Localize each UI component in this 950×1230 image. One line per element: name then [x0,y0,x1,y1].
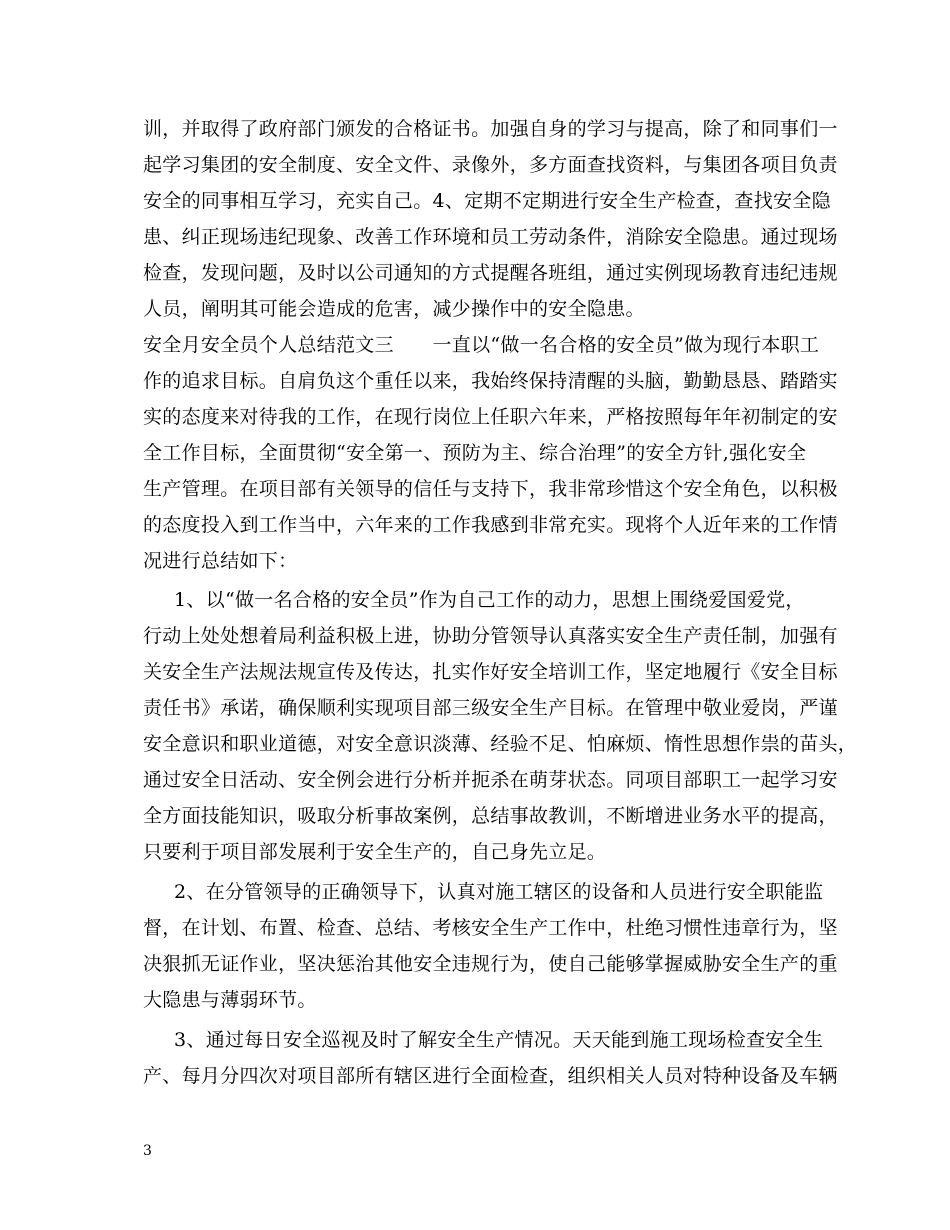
text-line: 督，在计划、布置、检查、总结、考核安全生产工作中，杜绝习惯性违章行为，坚 [143,917,838,939]
text-line: 安全意识和职业道德，对安全意识淡薄、经验不足、怕麻烦、惰性思想作祟的苗头， [143,733,858,755]
paragraph-2-first-line: 2、在分管领导的正确领导下，认真对施工辖区的设备和人员进行安全职能监 [174,881,824,903]
text-line: 产、每月分四次对项目部所有辖区进行全面检查，组织相关人员对特种设备及车辆 [143,1065,838,1087]
text-line: 人员，阐明其可能会造成的危害，减少操作中的安全隐患。 [143,298,645,320]
text-line: 行动上处处想着局利益积极上进，协助分管领导认真落实安全生产责任制，加强有 [143,625,838,647]
text-line: 作的追求目标。自肩负这个重任以来，我始终保持清醒的头脑，勤勤恳恳、踏踏实 [143,370,838,392]
text-line: 安全的同事相互学习，充实自己。4、定期不定期进行安全生产检查，查找安全隐 [143,190,831,212]
text-line: 检查，发现问题，及时以公司通知的方式提醒各班组，通过实例现场教育违纪违规 [143,262,838,284]
text-line: 全方面技能知识，吸取分析事故案例，总结事故教训，不断增进业务水平的提高， [143,805,838,827]
text-line: 大隐患与薄弱环节。 [143,989,317,1011]
paragraph-3-first-line: 3、通过每日安全巡视及时了解安全生产情况。天天能到施工现场检查安全生 [174,1029,824,1051]
text-line: 训，并取得了政府部门颁发的合格证书。加强自身的学习与提高，除了和同事们一 [143,118,838,140]
text-line: 责任书》承诺，确保顺利实现项目部三级安全生产目标。在管理中敬业爱岗，严谨 [143,697,838,719]
text-line: 通过安全日活动、安全例会进行分析并扼杀在萌芽状态。同项目部职工一起学习安 [143,769,838,791]
text-line: 实的态度来对待我的工作，在现行岗位上任职六年来，严格按照每年年初制定的安 [143,406,838,428]
text-line: 患、纠正现场违纪现象、改善工作环境和员工劳动条件，消除安全隐患。通过现场 [143,226,838,248]
paragraph-1-first-line: 1、以“做一名合格的安全员”作为自己工作的动力，思想上围绕爱国爱党， [174,589,805,611]
text-line: 起学习集团的安全制度、安全文件、录像外，多方面查找资料，与集团各项目负责 [143,154,838,176]
page-number: 3 [143,1143,152,1159]
text-line: 关安全生产法规法规宣传及传达，扎实作好安全培训工作，坚定地履行《安全目标 [143,661,838,683]
text-line: 况进行总结如下： [143,550,298,572]
text-line: 全工作目标，全面贯彻“安全第一、预防为主、综合治理”的安全方针,强化安全 [143,442,807,464]
text-line: 只要利于项目部发展利于安全生产的，自己身先立足。 [143,841,607,863]
section-heading-line: 安全月安全员个人总结范文三 一直以“做一名合格的安全员”做为现行本职工 [143,334,820,356]
text-line: 生产管理。在项目部有关领导的信任与支持下，我非常珍惜这个安全角色，以积极 [143,478,838,500]
text-line: 的态度投入到工作当中，六年来的工作我感到非常充实。现将个人近年来的工作情 [143,514,838,536]
text-line: 决狠抓无证作业，坚决惩治其他安全违规行为，使自己能够掌握威胁安全生产的重 [143,953,838,975]
